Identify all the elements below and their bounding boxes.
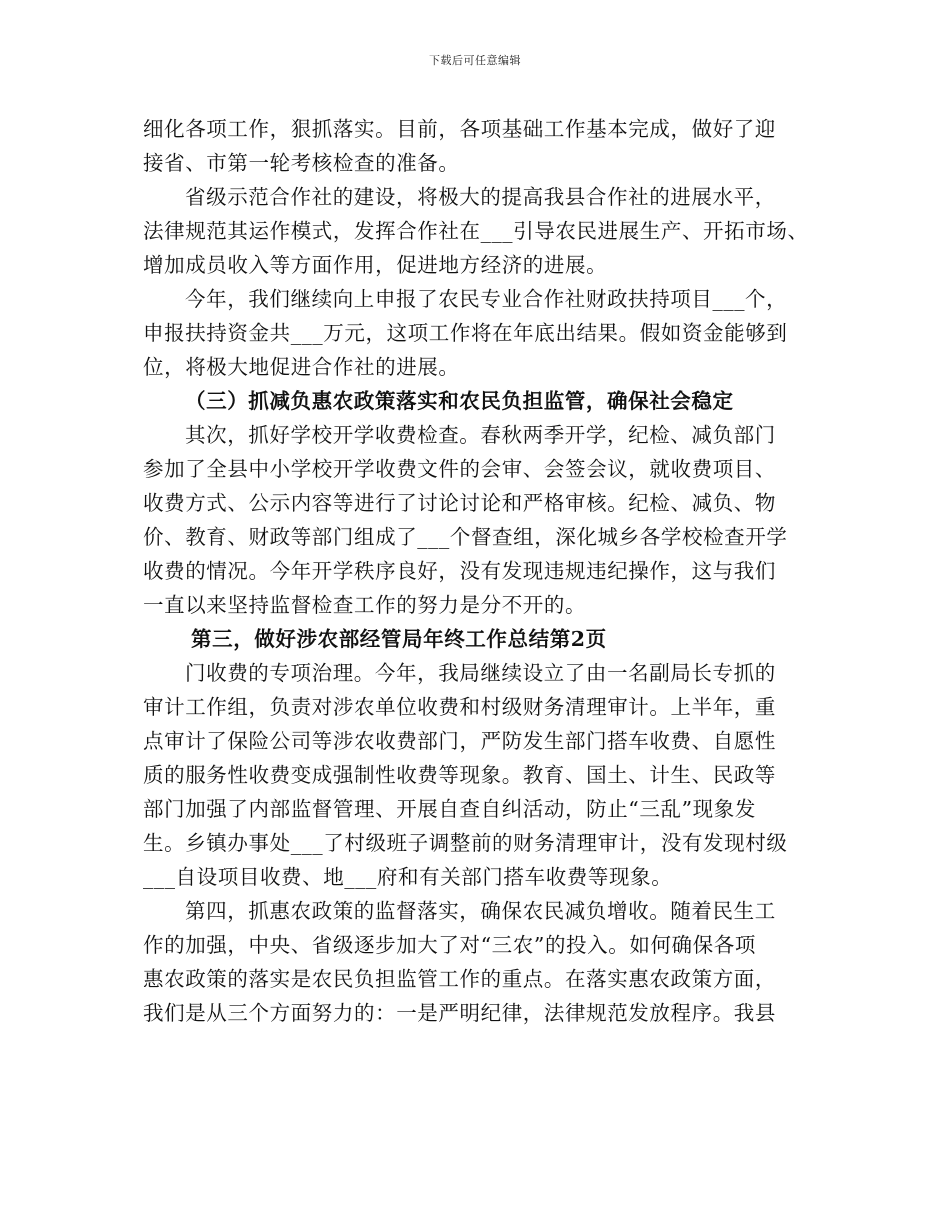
body-line: 接省、市第一轮考核检查的准备。 (143, 151, 460, 175)
section-heading: 第三，做好涉农部经管局年终工作总结第2页 (191, 627, 607, 651)
body-line: 点审计了保险公司等涉农收费部门，严防发生部门搭车收费、自愿性 (143, 729, 776, 753)
paragraph-start: 今年，我们继续向上申报了农民专业合作社财政扶持项目___个， (185, 287, 788, 311)
body-line: 我们是从三个方面努力的：一是严明纪律，法律规范发放程序。我县 (143, 1001, 776, 1025)
body-line: 参加了全县中小学校开学收费文件的会审、会签会议，就收费项目、 (143, 457, 776, 481)
body-line: 惠农政策的落实是农民负担监管工作的重点。在落实惠农政策方面， (143, 967, 776, 991)
body-line: 细化各项工作，狠抓落实。目前，各项基础工作基本完成，做好了迎 (143, 117, 776, 141)
paragraph-start: 省级示范合作社的建设，将极大的提高我县合作社的进展水平， (185, 185, 776, 209)
body-line: 收费的情况。今年开学秩序良好，没有发现违规违纪操作，这与我们 (143, 559, 776, 583)
paragraph-start: 第四，抓惠农政策的监督落实，确保农民减负增收。随着民生工 (185, 899, 776, 923)
body-line: 部门加强了内部监督管理、开展自查自纠活动，防止“三乱”现象发 (143, 797, 756, 821)
section-heading: （三）抓减负惠农政策落实和农民负担监管，确保社会稳定 (185, 389, 734, 413)
paragraph-start: 其次，抓好学校开学收费检查。春秋两季开学，纪检、减负部门 (185, 423, 776, 447)
body-line: 位，将极大地促进合作社的进展。 (143, 355, 460, 379)
paragraph-start: 门收费的专项治理。今年，我局继续设立了由一名副局长专抓的 (185, 661, 776, 685)
body-line: 审计工作组，负责对涉农单位收费和村级财务清理审计。上半年，重 (143, 695, 776, 719)
body-line: 生。乡镇办事处___了村级班子调整前的财务清理审计，没有发现村级 (143, 831, 788, 855)
body-line: 申报扶持资金共___万元，这项工作将在年底出结果。假如资金能够到 (143, 321, 788, 345)
body-line: 一直以来坚持监督检查工作的努力是分不开的。 (143, 593, 587, 617)
body-line: 收费方式、公示内容等进行了讨论讨论和严格审核。纪检、减负、物 (143, 491, 776, 515)
body-line: 法律规范其运作模式，发挥合作社在___引导农民进展生产、开拓市场、 (143, 219, 809, 243)
page-header: 下载后可任意编辑 (429, 54, 521, 67)
body-line: ___自设项目收费、地___府和有关部门搭车收费等现象。 (143, 865, 673, 889)
document-body (143, 112, 815, 1030)
body-line: 质的服务性收费变成强制性收费等现象。教育、国土、计生、民政等 (143, 763, 776, 787)
body-line: 增加成员收入等方面作用，促进地方经济的进展。 (143, 253, 608, 277)
body-line: 作的加强，中央、省级逐步加大了对“三农”的投入。如何确保各项 (143, 933, 756, 957)
body-line: 价、教育、财政等部门组成了___个督查组，深化城乡各学校检查开学 (143, 525, 788, 549)
